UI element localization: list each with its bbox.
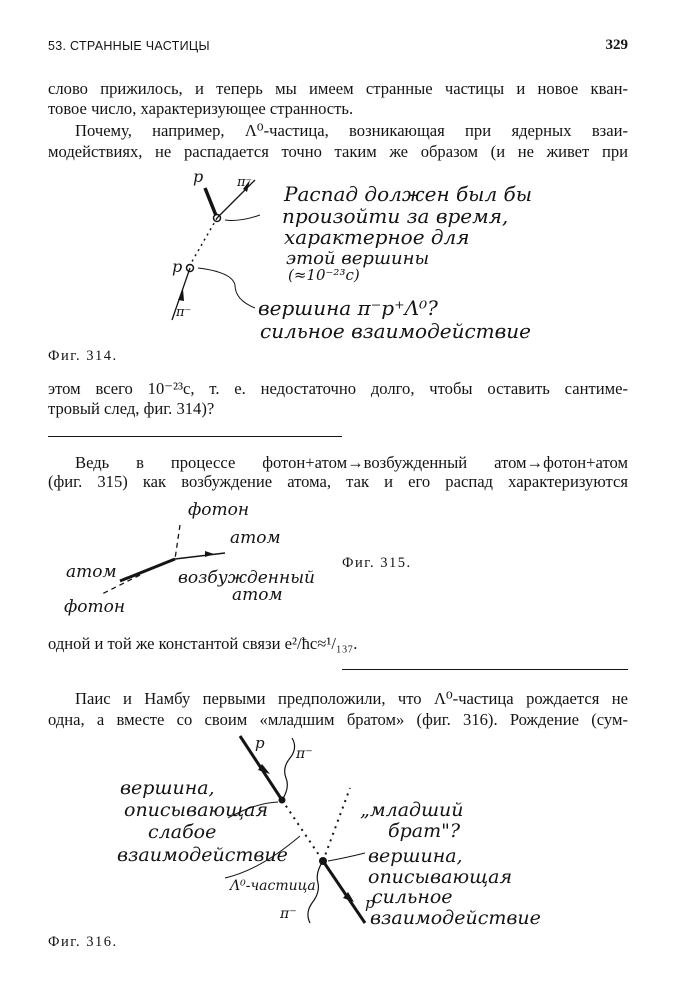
pointer-curve-1 (225, 215, 260, 220)
note-right-line-4: взаимодействие (370, 907, 541, 929)
paragraph-4-line-1: Ведь в процессе фотон+атом→возбужденный атом→фотон+атом (75, 453, 628, 472)
figure-315 (0, 495, 676, 625)
fig315-caption: Фиг. 315. (342, 555, 412, 571)
pointer-right (328, 853, 365, 861)
label-photon-top: фотон (188, 500, 250, 520)
brother-dotted-track (323, 788, 350, 861)
paragraph-6-line-1: Паис и Намбу первыми предположили, что Λ⁰-частица рождается не (75, 689, 628, 708)
section-header: 53. СТРАННЫЕ ЧАСТИЦЫ (48, 39, 210, 53)
label-excited-line-2: атом (232, 585, 283, 605)
excited-atom-track (175, 553, 225, 559)
paragraph-5-line-1: одной и той же константой связи e²/ħc≈¹/₁₃₇. (48, 634, 358, 653)
outgoing-proton-track (323, 861, 365, 923)
note1-line-3: характерное для (284, 225, 470, 249)
label-excited-line-1: возбужденный (178, 568, 315, 588)
note1-line-1: Распад должен был бы (284, 182, 533, 206)
note2-line-2: сильное взаимодействие (260, 319, 532, 343)
note1-line-2: произойти за время, (282, 204, 509, 228)
page-number: 329 (605, 37, 628, 53)
paragraph-3-line-2: тровый след, фиг. 314)? (48, 399, 215, 418)
fig316-caption: Фиг. 316. (48, 934, 118, 950)
note-brother-line-1: „младший (360, 799, 464, 821)
figure-314 (0, 160, 676, 350)
lambda-dotted-track (190, 218, 217, 265)
note-right-line-2: описывающая (368, 866, 513, 888)
label-pi-top: π⁻ (296, 746, 313, 762)
label-pi-bottom: π⁻ (280, 906, 297, 922)
excited-atom-arrow (205, 551, 214, 557)
label-p-bottom: p (365, 894, 375, 912)
paragraph-4-line-2: (фиг. 315) как возбуждение атома, так и его распад характеризуются (48, 472, 628, 491)
separator-rule-1 (48, 436, 342, 437)
note-left-line-2: описывающая (124, 799, 269, 821)
label-lambda: Λ⁰-частица (230, 878, 316, 894)
note-brother-line-2: брат"? (388, 820, 461, 842)
incoming-pion-arrow (178, 289, 184, 301)
label-p-top: p (193, 167, 204, 186)
label-p-bottom: p (172, 257, 183, 276)
fig314-caption: Фиг. 314. (48, 348, 118, 364)
note-left-line-3: слабое (148, 821, 217, 843)
paragraph-2-line-1: Почему, например, Λ⁰-частица, возникающая при ядерных взаи- (75, 121, 628, 140)
emitted-photon-track (175, 525, 180, 559)
note-right-line-1: вершина, (368, 845, 463, 867)
paragraph-3-line-1: этом всего 10⁻²³с, т. е. недостаточно долго, чтобы оставить сантиме- (48, 379, 628, 398)
label-pi-top: π⁻ (237, 175, 253, 190)
note2-line-1: вершина π⁻p⁺Λ⁰? (258, 296, 438, 320)
label-pi-bottom: π⁻ (176, 305, 192, 320)
label-atom-left: атом (66, 562, 117, 582)
label-atom-right: атом (230, 528, 281, 548)
label-photon-bottom: фотон (64, 597, 126, 617)
note-left-line-4: взаимодействие (117, 844, 288, 866)
note-left-line-1: вершина, (120, 777, 215, 799)
paragraph-1-line-1: слово прижилось, и теперь мы имеем странные частицы и новое кван- (48, 79, 628, 98)
note1-line-4: этой вершины (286, 248, 430, 269)
separator-rule-2 (342, 669, 628, 670)
incoming-atom-track (120, 559, 175, 581)
paragraph-6-line-2: одна, а вместе со своим «младшим братом» (фиг. 316). Рождение (сум- (48, 710, 628, 729)
note-right-line-3: сильное (372, 886, 453, 908)
proton-track (205, 188, 217, 218)
outgoing-pion-track (282, 738, 295, 800)
paragraph-1-line-2: товое число, характеризующее странность. (48, 99, 354, 118)
lambda-dotted-track (282, 800, 323, 861)
note1-line-5: (≈10⁻²³с) (288, 266, 360, 284)
pointer-curve-2 (198, 268, 255, 308)
paragraph-2-line-2: модействиях, не распадается точно таким же образом (и не живет при (48, 142, 628, 161)
label-p-top: p (255, 734, 265, 752)
figure-316 (0, 728, 676, 943)
